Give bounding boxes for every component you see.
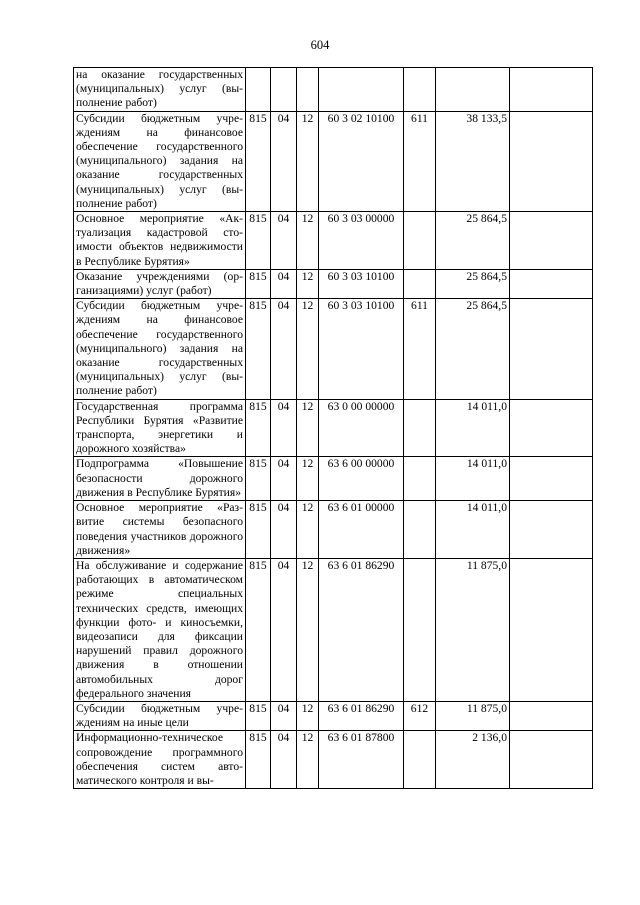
expense-type-code: 612 <box>404 701 436 730</box>
amount: 14 011,0 <box>436 399 510 457</box>
expense-type-code <box>404 399 436 457</box>
table-row <box>74 68 593 112</box>
extra-column-cell <box>510 558 593 701</box>
amount: 11 875,0 <box>436 558 510 701</box>
section-code: 04 <box>271 501 297 559</box>
line-item-name: Информационно-техническое сопровождение программного обеспечения систем автоматического контроля и вы- <box>74 731 246 789</box>
amount: 25 864,5 <box>436 212 510 270</box>
extra-column-cell <box>510 299 593 399</box>
target-article-code: 63 6 01 87800 <box>319 731 404 789</box>
expense-type-code <box>404 212 436 270</box>
section-code: 04 <box>271 269 297 298</box>
target-article-code: 60 3 03 10100 <box>319 269 404 298</box>
amount <box>436 68 510 112</box>
amount: 11 875,0 <box>436 701 510 730</box>
subsection-code <box>297 68 319 112</box>
budget-table-body <box>74 68 593 789</box>
section-code: 04 <box>271 558 297 701</box>
extra-column-cell <box>510 399 593 457</box>
page-number: 604 <box>310 38 330 52</box>
target-article-code: 60 3 03 10100 <box>319 299 404 399</box>
line-item-name: Оказание учреждениями (организациями) услуг (работ) <box>74 269 246 298</box>
line-item-name: Основное мероприятие «Развитие системы безопасного поведения участников дорожного движения» <box>74 501 246 559</box>
extra-column-cell <box>510 269 593 298</box>
ministry-code: 815 <box>246 212 271 270</box>
table-row <box>74 299 593 399</box>
ministry-code: 815 <box>246 501 271 559</box>
extra-column-cell <box>510 731 593 789</box>
extra-column-cell <box>510 701 593 730</box>
table-row <box>74 558 593 701</box>
table-row <box>74 701 593 730</box>
ministry-code <box>246 68 271 112</box>
target-article-code: 63 6 01 86290 <box>319 558 404 701</box>
budget-table <box>73 67 593 789</box>
line-item-name: Субсидии бюджетным учреждениям на финансовое обеспечение государственного (муниципального) задания на оказание государственных (муниципальных) услуг (выполнение работ) <box>74 299 246 399</box>
line-item-name: Подпрограмма «Повышение безопасности дорожного движения в Республике Бурятия» <box>74 457 246 501</box>
subsection-code: 12 <box>297 212 319 270</box>
ministry-code: 815 <box>246 111 271 211</box>
extra-column-cell <box>510 212 593 270</box>
table-row <box>74 269 593 298</box>
ministry-code: 815 <box>246 701 271 730</box>
section-code: 04 <box>271 299 297 399</box>
section-code: 04 <box>271 212 297 270</box>
table-row <box>74 212 593 270</box>
ministry-code: 815 <box>246 299 271 399</box>
line-item-name: Основное мероприятие «Актуализация кадастровой стоимости объектов недвижимости в Республике Бурятия» <box>74 212 246 270</box>
subsection-code: 12 <box>297 269 319 298</box>
amount: 14 011,0 <box>436 457 510 501</box>
ministry-code: 815 <box>246 457 271 501</box>
ministry-code: 815 <box>246 731 271 789</box>
line-item-name: на оказание государственных (муниципальных) услуг (выполнение работ) <box>74 68 246 112</box>
target-article-code <box>319 68 404 112</box>
section-code: 04 <box>271 731 297 789</box>
subsection-code: 12 <box>297 111 319 211</box>
expense-type-code <box>404 501 436 559</box>
extra-column-cell <box>510 457 593 501</box>
ministry-code: 815 <box>246 558 271 701</box>
target-article-code: 63 6 01 86290 <box>319 701 404 730</box>
expense-type-code: 611 <box>404 299 436 399</box>
subsection-code: 12 <box>297 731 319 789</box>
subsection-code: 12 <box>297 399 319 457</box>
subsection-code: 12 <box>297 501 319 559</box>
amount: 25 864,5 <box>436 299 510 399</box>
section-code: 04 <box>271 457 297 501</box>
line-item-name: Государственная программа Республики Бурятия «Развитие транспорта, энергетики и дорожного хозяйства» <box>74 399 246 457</box>
amount: 25 864,5 <box>436 269 510 298</box>
target-article-code: 63 0 00 00000 <box>319 399 404 457</box>
section-code: 04 <box>271 399 297 457</box>
amount: 14 011,0 <box>436 501 510 559</box>
expense-type-code <box>404 731 436 789</box>
expense-type-code <box>404 457 436 501</box>
subsection-code: 12 <box>297 457 319 501</box>
target-article-code: 63 6 01 00000 <box>319 501 404 559</box>
table-row <box>74 399 593 457</box>
subsection-code: 12 <box>297 299 319 399</box>
extra-column-cell <box>510 111 593 211</box>
section-code <box>271 68 297 112</box>
table-row <box>74 731 593 789</box>
subsection-code: 12 <box>297 701 319 730</box>
expense-type-code <box>404 68 436 112</box>
extra-column-cell <box>510 501 593 559</box>
extra-column-cell <box>510 68 593 112</box>
line-item-name: На обслуживание и содержание работающих в автоматическом режиме специальных технических средств, имеющих функции фото- и киносъемки, видеозаписи для фиксации нарушений правил дорожного движения в отношении автомобильных дорог федерального значения <box>74 558 246 701</box>
line-item-name: Субсидии бюджетным учреждениям на иные цели <box>74 701 246 730</box>
line-item-name: Субсидии бюджетным учреждениям на финансовое обеспечение государственного (муниципального) задания на оказание государственных (муниципальных) услуг (выполнение работ) <box>74 111 246 211</box>
amount: 38 133,5 <box>436 111 510 211</box>
expense-type-code <box>404 269 436 298</box>
expense-type-code <box>404 558 436 701</box>
expense-type-code: 611 <box>404 111 436 211</box>
section-code: 04 <box>271 111 297 211</box>
subsection-code: 12 <box>297 558 319 701</box>
target-article-code: 63 6 00 00000 <box>319 457 404 501</box>
target-article-code: 60 3 02 10100 <box>319 111 404 211</box>
ministry-code: 815 <box>246 269 271 298</box>
table-row <box>74 501 593 559</box>
target-article-code: 60 3 03 00000 <box>319 212 404 270</box>
table-row <box>74 111 593 211</box>
table-row <box>74 457 593 501</box>
section-code: 04 <box>271 701 297 730</box>
amount: 2 136,0 <box>436 731 510 789</box>
ministry-code: 815 <box>246 399 271 457</box>
